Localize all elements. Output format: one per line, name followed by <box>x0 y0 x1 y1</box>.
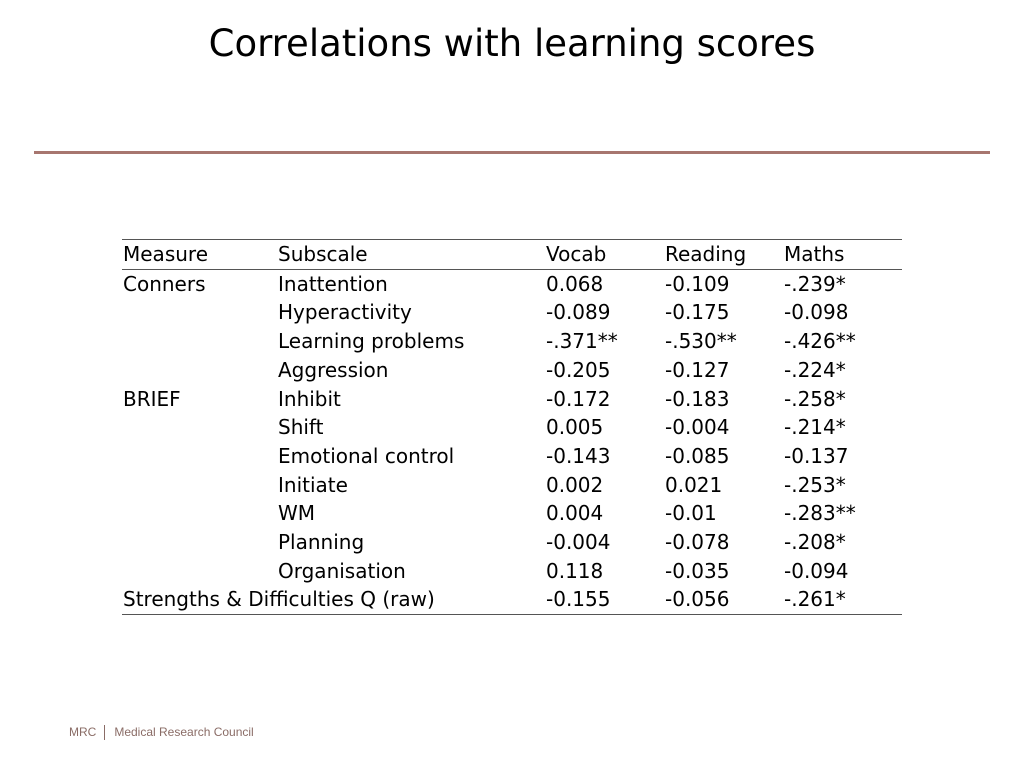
table-row <box>122 385 902 414</box>
maths-cell: -.261* <box>784 587 846 612</box>
vocab-cell: -0.172 <box>546 386 611 411</box>
measure-cell <box>122 356 277 385</box>
measure-cell <box>122 298 277 327</box>
header-subscale: Subscale <box>278 242 368 266</box>
table-row <box>122 557 902 586</box>
vocab-cell: 0.004 <box>546 501 604 526</box>
maths-cell: -0.098 <box>784 300 849 325</box>
reading-cell: -0.109 <box>665 271 730 296</box>
table-row <box>122 269 902 298</box>
maths-cell: -.214* <box>784 415 846 440</box>
table-row <box>122 499 902 528</box>
correlation-table <box>122 239 902 615</box>
vocab-cell: 0.002 <box>546 472 604 497</box>
subscale-cell: WM <box>278 501 316 526</box>
vocab-cell: -0.089 <box>546 300 611 325</box>
subscale-cell: Inhibit <box>278 386 341 411</box>
table-row <box>122 442 902 471</box>
reading-cell: -0.056 <box>665 587 730 612</box>
header-measure: Measure <box>123 242 208 266</box>
mrc-logo <box>69 723 254 741</box>
reading-cell: -0.078 <box>665 530 730 555</box>
logo-separator <box>104 725 105 740</box>
vocab-cell: -0.004 <box>546 530 611 555</box>
measure-cell <box>122 327 277 356</box>
summary-measure-cell: Strengths & Difficulties Q (raw) <box>123 587 435 612</box>
table-header-row <box>122 240 902 270</box>
reading-cell: -0.035 <box>665 558 730 583</box>
subscale-cell: Learning problems <box>278 329 465 354</box>
slide-title: Correlations with learning scores <box>208 22 816 65</box>
reading-cell: -.530** <box>665 329 737 354</box>
subscale-cell: Emotional control <box>278 443 455 468</box>
header-maths: Maths <box>784 242 845 266</box>
reading-cell: -0.085 <box>665 443 730 468</box>
maths-cell: -.239* <box>784 271 846 296</box>
maths-cell: -.208* <box>784 530 846 555</box>
subscale-cell: Organisation <box>278 558 406 583</box>
maths-cell: -.253* <box>784 472 846 497</box>
measure-cell: Conners <box>123 271 206 296</box>
maths-cell: -0.137 <box>784 443 849 468</box>
vocab-cell: 0.005 <box>546 415 604 440</box>
reading-cell: -0.004 <box>665 415 730 440</box>
maths-cell: -.258* <box>784 386 846 411</box>
vocab-cell: -.371** <box>546 329 618 354</box>
reading-cell: -0.127 <box>665 357 730 382</box>
measure-cell <box>122 442 277 471</box>
table-row <box>122 471 902 500</box>
subscale-cell: Inattention <box>278 271 388 296</box>
measure-cell <box>122 528 277 557</box>
reading-cell: -0.175 <box>665 300 730 325</box>
vocab-cell: -0.155 <box>546 587 611 612</box>
title-divider <box>34 151 990 154</box>
measure-cell: BRIEF <box>123 386 181 411</box>
table-row <box>122 528 902 557</box>
table-row <box>122 298 902 327</box>
measure-cell <box>122 413 277 442</box>
table-summary-row <box>122 585 902 614</box>
vocab-cell: -0.205 <box>546 357 611 382</box>
reading-cell: -0.01 <box>665 501 717 526</box>
measure-cell <box>122 499 277 528</box>
vocab-cell: 0.068 <box>546 271 604 296</box>
maths-cell: -.283** <box>784 501 856 526</box>
header-vocab: Vocab <box>546 242 607 266</box>
subscale-cell: Shift <box>278 415 324 440</box>
maths-cell: -0.094 <box>784 558 849 583</box>
subscale-cell: Hyperactivity <box>278 300 412 325</box>
table-row <box>122 413 902 442</box>
reading-cell: -0.183 <box>665 386 730 411</box>
measure-cell <box>122 471 277 500</box>
table-row <box>122 356 902 385</box>
maths-cell: -.224* <box>784 357 846 382</box>
measure-cell <box>122 557 277 586</box>
header-reading: Reading <box>665 242 747 266</box>
subscale-cell: Initiate <box>278 472 348 497</box>
logo-name: Medical Research Council <box>114 725 254 739</box>
logo-abbrev: MRC <box>69 725 97 739</box>
subscale-cell: Planning <box>278 530 365 555</box>
table-row <box>122 327 902 356</box>
maths-cell: -.426** <box>784 329 856 354</box>
subscale-cell: Aggression <box>278 357 389 382</box>
vocab-cell: -0.143 <box>546 443 611 468</box>
vocab-cell: 0.118 <box>546 558 604 583</box>
reading-cell: 0.021 <box>665 472 723 497</box>
